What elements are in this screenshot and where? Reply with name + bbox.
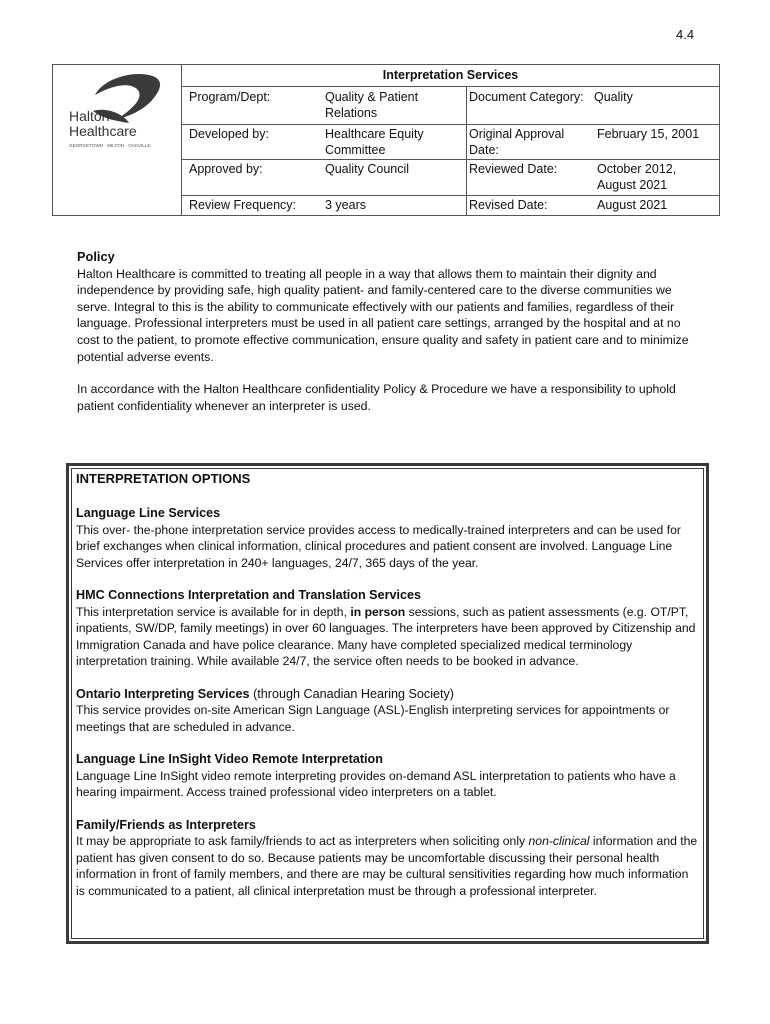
section-insight-video (76, 751, 700, 801)
value-approved-by: Quality Council (325, 162, 410, 176)
policy-paragraph-1: Halton Healthcare is committed to treating all people in a way that allows them to maintain their dignity and independence by providing safe, high quality patient- and family-centered care to the diverse communities we serve. Integral to this is the ability to communicate effectively with our patients and families, regardless of their language. Professional interpreters must be used in all patient care settings, arranged by the hospital and at no cost to the patient, to promote effective communication, ensure quality and safety in patient care and to minimize potential adverse events. (77, 266, 689, 364)
family-text: It may be appropriate to ask family/friends to act as interpreters when soliciting only non-clinical information and the patient has given consent to do so. Because patients may be uncomfortable discussing their personal health information in front of family members, and there are may be cultural sensitivities regarding how much information is communicated to a patient, all clinical interpretation must be through a professional interpreter. (76, 834, 698, 898)
label-reviewed-date: Reviewed Date: (469, 162, 558, 176)
ontario-text: This service provides on-site American Sign Language (ASL)-English interpreting services for appointments or meetings that are scheduled in advance. (76, 703, 670, 734)
value-document-category: Quality (594, 90, 633, 104)
section-language-line (76, 505, 700, 571)
policy-heading: Policy (77, 249, 115, 264)
header-row-developed (182, 124, 719, 160)
header-row-review-frequency (182, 195, 719, 215)
hmc-in-person-emphasis: in person (350, 604, 406, 619)
family-title: Family/Friends as Interpreters (76, 817, 256, 832)
hmc-text: This interpretation service is available for in depth, in person sessions, such as patient assessments (e.g. OT/PT, inpatients, SW/DP, family meetings) in over 60 languages. The interpreters have been approved by Citizenship and Immigration Canada and have police clearance. Many have completed specialized medical terminology interpretation training. While available 24/7, the service often needs to be booked in advance. (76, 604, 696, 668)
label-developed-by: Developed by: (189, 127, 269, 141)
hmc-title: HMC Connections Interpretation and Translation Services (76, 588, 421, 602)
halton-healthcare-logo (53, 65, 181, 215)
label-document-category: Document Category: (469, 90, 584, 104)
label-original-approval-date: Original Approval Date: (469, 127, 565, 157)
insight-title: Language Line InSight Video Remote Interpretation (76, 752, 383, 766)
options-heading: INTERPRETATION OPTIONS (76, 471, 251, 486)
logo-tagline: GEORGETOWN · MILTON · OAKVILLE (69, 143, 151, 148)
label-review-frequency: Review Frequency: (189, 198, 296, 212)
value-revised-date: August 2021 (597, 198, 668, 212)
interpretation-options-content (76, 471, 700, 915)
document-header-table (52, 64, 720, 216)
header-row-program (182, 87, 719, 125)
policy-section (77, 249, 697, 414)
page-number: 4.4 (676, 27, 695, 42)
value-developed-by: Healthcare Equity Committee (325, 127, 424, 157)
label-program-dept: Program/Dept: (189, 90, 271, 104)
value-original-approval-date: February 15, 2001 (597, 127, 700, 141)
language-line-text: This over- the-phone interpretation service provides access to medically-trained interpreters and can be used for brief exchanges when clinical information, clinical procedures and patient consent are involved. Language Line Services offer interpretation in 240+ languages, 24/7, 365 days of the year. (76, 522, 681, 570)
language-line-title: Language Line Services (76, 506, 221, 520)
label-revised-date: Revised Date: (469, 198, 548, 212)
section-family-friends (76, 817, 700, 900)
logo-cell (53, 65, 182, 215)
value-review-frequency: 3 years (325, 198, 366, 212)
value-reviewed-date: October 2012, August 2021 (597, 162, 677, 192)
header-row-approved (182, 159, 719, 196)
value-program-dept: Quality & Patient Relations (325, 90, 419, 120)
logo-line2: Healthcare (69, 123, 137, 139)
section-ontario-interpreting (76, 686, 700, 736)
logo-line1: Halton (69, 108, 110, 124)
ontario-title: Ontario Interpreting Services (through Canadian Hearing Society) (76, 686, 454, 701)
section-hmc-connections (76, 587, 700, 670)
label-approved-by: Approved by: (189, 162, 263, 176)
insight-text: Language Line InSight video remote interpreting provides on-demand ASL interpretation to patients who have a hearing impairment. Access trained professional video interpreters on a tablet. (76, 768, 676, 799)
policy-paragraph-2: In accordance with the Halton Healthcare confidentiality Policy & Procedure we have a responsibility to uphold patient confidentiality whenever an interpreter is used. (77, 382, 676, 413)
document-title: Interpretation Services (182, 65, 719, 87)
non-clinical-emphasis: non-clinical (528, 834, 590, 848)
